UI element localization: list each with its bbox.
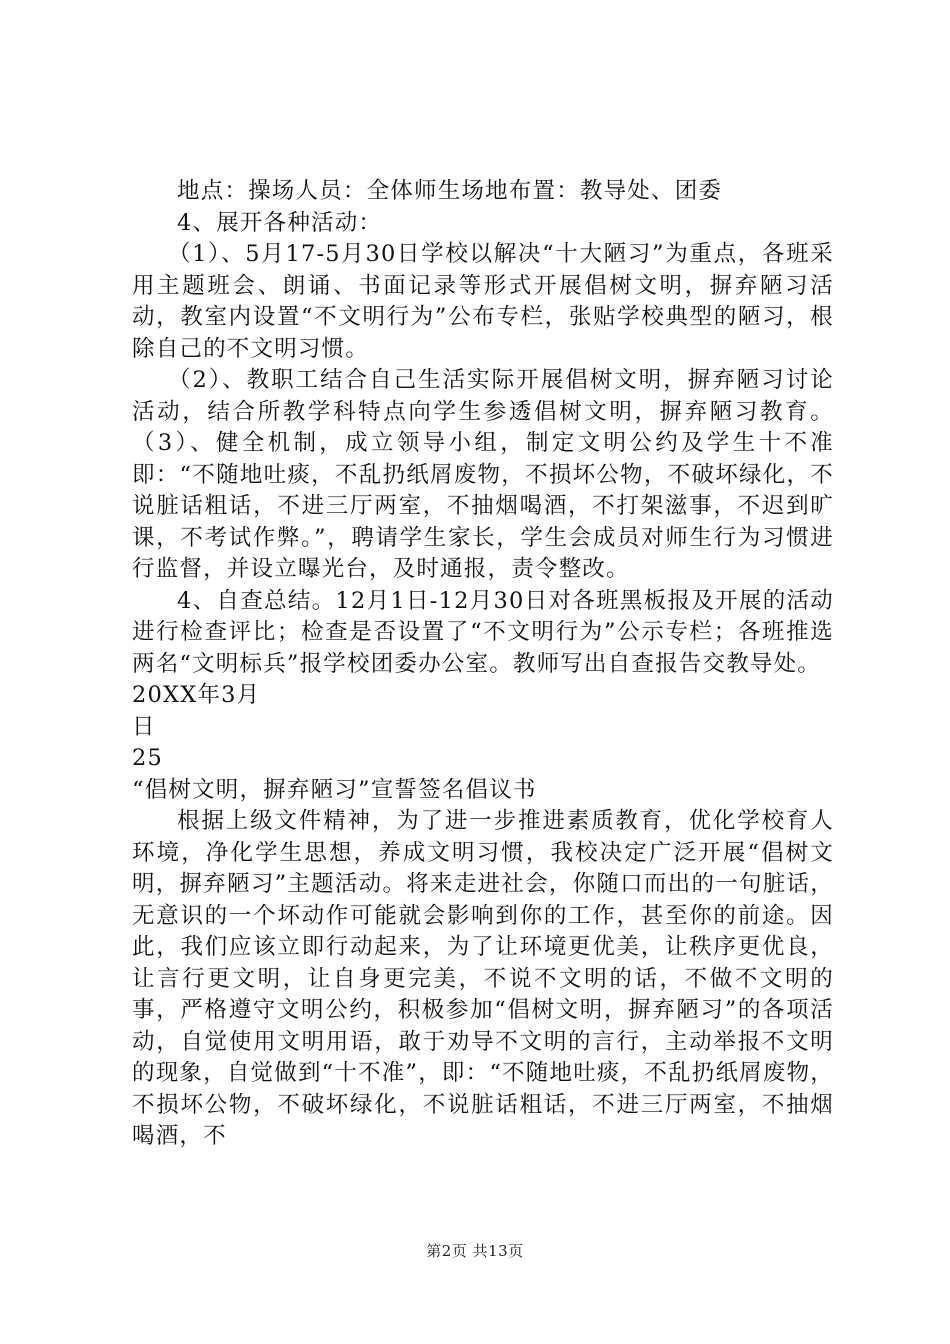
page-footer: 第2页 共13页	[426, 1242, 524, 1260]
document-body	[132, 176, 834, 1153]
paragraph-location: 地点：操场人员：全体师生场地布置：教导处、团委	[177, 178, 723, 204]
paragraph-proposal-body: 根据上级文件精神，为了进一步推进素质教育，优化学校育人环境，净化学生思想，养成文明习惯，我校决定广泛开展“倡树文明，摒弃陋习”主题活动。将来走进社会，你随口而出的一句脏话，无意识的一个坏动作可能就会影响到你的工作，甚至你的前途。因此，我们应该立即行动起来，为了让环境更优美，让秩序更优良，让言行更文明，让自身更完美，不说不文明的话，不做不文明的事，严格遵守文明公约，积极参加“倡树文明，摒弃陋习”的各项活动，自觉使用文明用语，敢于劝导不文明的言行，主动举报不文明的现象，自觉做到“十不准”，即：“不随地吐痰，不乱扔纸屑废物，不损坏公物，不破坏绿化，不说脏话粗话，不进三厅两室，不抽烟喝酒，不	[132, 808, 834, 1149]
paragraph-activity-1: （1）、5月17-5月30日学校以解决“十大陋习”为重点，各班采用主题班会、朗诵、书面记录等形式开展倡树文明，摒弃陋习活动，教室内设置“不文明行为”公布专栏，张贴学校典型的陋习，根除自己的不文明习惯。	[132, 241, 834, 362]
paragraph-activity-2-3: （2）、教职工结合自己生活实际开展倡树文明，摒弃陋习讨论活动，结合所教学科特点向学生参透倡树文明，摒弃陋习教育。（3）、健全机制，成立领导小组，制定文明公约及学生十不准即：“不随地吐痰，不乱扔纸屑废物，不损坏公物，不破坏绿化，不说脏话粗话，不进三厅两室，不抽烟喝酒，不打架滋事，不迟到旷课，不考试作弊。”，聘请学生家长，学生会成员对师生行为习惯进行监督，并设立曝光台，及时通报，责令整改。	[132, 367, 834, 582]
date-year-month: 20XX年3月	[132, 682, 261, 708]
paragraph-self-check: 4、自查总结。12月1日-12月30日对各班黑板报及开展的活动进行检查评比；检查是否设置了“不文明行为”公示专栏；各班推选两名“文明标兵”报学校团委办公室。教师写出自查报告交教导处。	[132, 587, 834, 677]
date-day-number: 25	[132, 745, 164, 771]
paragraph-activities-heading: 4、展开各种活动：	[177, 209, 383, 236]
proposal-title: “倡树文明，摒弃陋习”宣誓签名倡议书	[132, 776, 537, 803]
date-day-label: 日	[132, 713, 156, 740]
